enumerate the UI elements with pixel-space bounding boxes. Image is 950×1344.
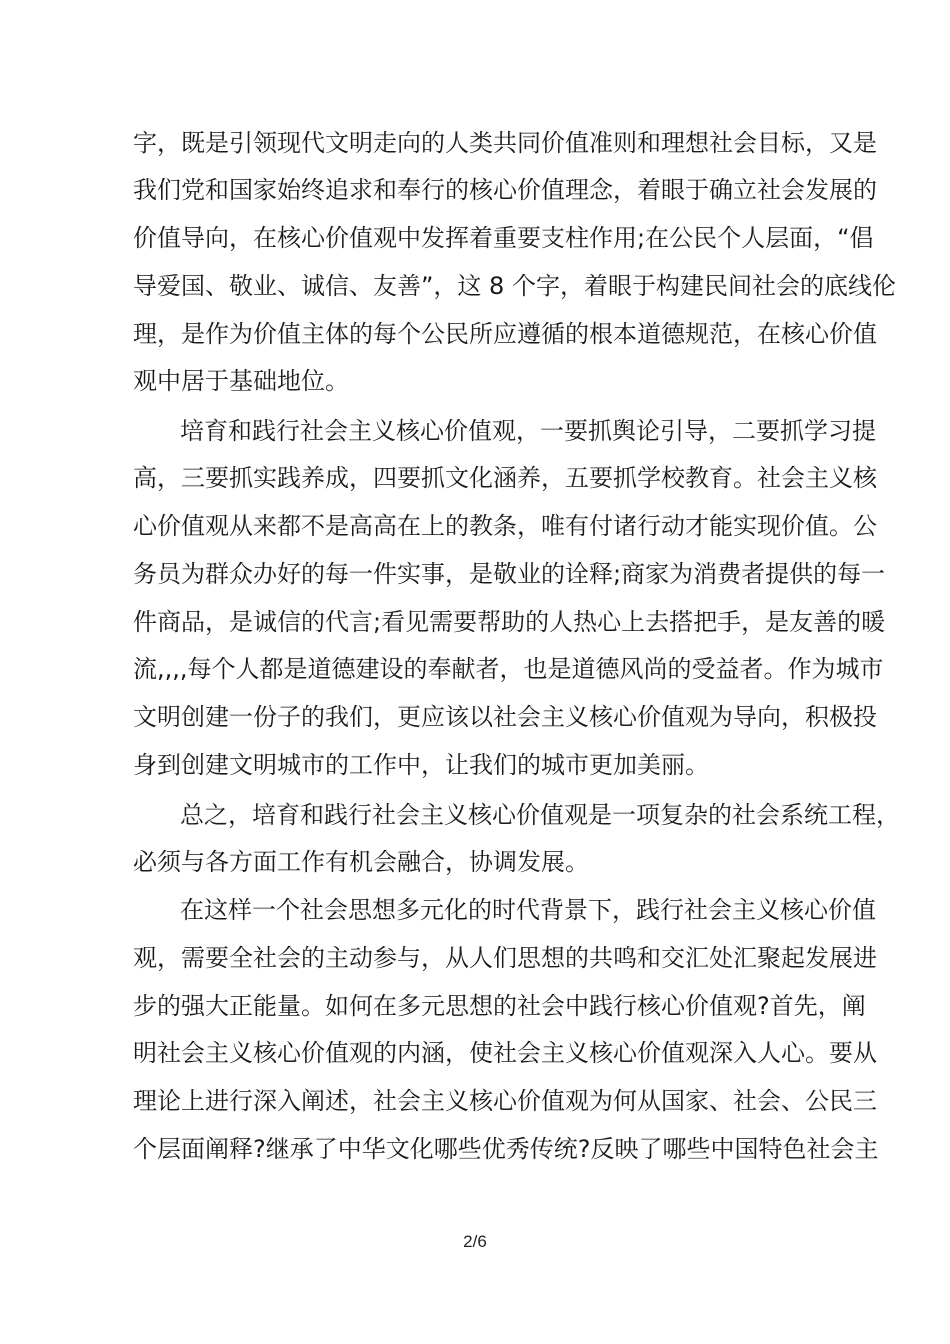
text-line: 培育和践行社会主义核心价值观，一要抓舆论引导，二要抓学习提 [180,417,876,445]
text-line: 总之，培育和践行社会主义核心价值观是一项复杂的社会系统工程， [180,801,900,829]
text-line: 观，需要全社会的主动参与，从人们思想的共鸣和交汇处汇聚起发展进 [133,944,877,972]
text-line: 务员为群众办好的每一件实事，是敬业的诠释;商家为消费者提供的每一 [133,560,886,588]
text-line: 必须与各方面工作有机会融合，协调发展。 [133,848,589,876]
text-line: 步的强大正能量。如何在多元思想的社会中践行核心价值观?首先，阐 [133,992,866,1020]
text-line: 流,,,,每个人都是道德建设的奉献者，也是道德风尚的受益者。作为城市 [133,655,884,683]
text-line: 观中居于基础地位。 [133,367,349,395]
text-line: 个层面阐释?继承了中华文化哪些优秀传统?反映了哪些中国特色社会主 [133,1135,879,1163]
text-line: 理论上进行深入阐述，社会主义核心价值观为何从国家、社会、公民三 [133,1087,877,1115]
text-line: 件商品，是诚信的代言;看见需要帮助的人热心上去搭把手，是友善的暖 [133,608,886,636]
text-line: 心价值观从来都不是高高在上的教条，唯有付诸行动才能实现价值。公 [133,512,877,540]
page-number: 2/6 [463,1232,487,1251]
text-line: 在这样一个社会思想多元化的时代背景下，践行社会主义核心价值 [180,896,876,924]
text-line: 高，三要抓实践养成，四要抓文化涵养，五要抓学校教育。社会主义核 [133,464,877,492]
text-line: 理，是作为价值主体的每个公民所应遵循的根本道德规范，在核心价值 [133,320,877,348]
text-line: 我们党和国家始终追求和奉行的核心价值理念，着眼于确立社会发展的 [133,176,877,204]
text-line: 文明创建一份子的我们，更应该以社会主义核心价值观为导向，积极投 [133,703,877,731]
text-line: 明社会主义核心价值观的内涵，使社会主义核心价值观深入人心。要从 [133,1039,877,1067]
text-line: 身到创建文明城市的工作中，让我们的城市更加美丽。 [133,751,709,779]
text-line: 字，既是引领现代文明走向的人类共同价值准则和理想社会目标，又是 [133,129,877,157]
text-line: 导爱国、敬业、诚信、友善”，这 8 个字，着眼于构建民间社会的底线伦 [133,272,896,300]
text-line: 价值导向，在核心价值观中发挥着重要支柱作用;在公民个人层面，“倡 [133,224,874,252]
